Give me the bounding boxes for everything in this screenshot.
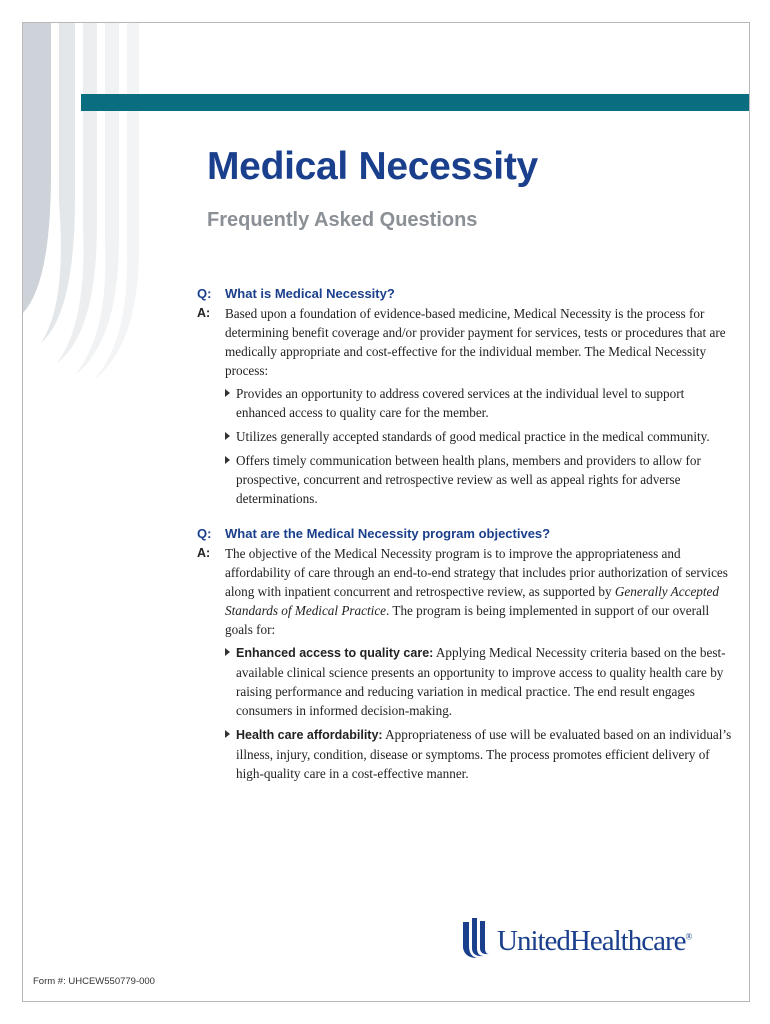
list-item: Health care affordability: Appropriateness of use will be evaluated based on an individual’s illness, injury, condition, disease or symptoms. The process promotes efficient delivery of high-quality care in a cost-effective manner. (225, 725, 737, 783)
logo-text: UnitedHealthcare® (497, 924, 692, 957)
brand-swoosh-decoration (23, 23, 183, 383)
answer-2-bullet-list (225, 643, 737, 783)
page-subtitle: Frequently Asked Questions (207, 209, 478, 231)
document-page (22, 22, 750, 1002)
bullet-arrow-icon (225, 389, 230, 397)
form-number: Form #: UHCEW550779-000 (33, 976, 155, 987)
unitedhealthcare-logo (461, 918, 691, 964)
question-text: What are the Medical Necessity program objectives? (225, 526, 551, 541)
answer-1-bullet-list (225, 384, 737, 508)
question-text: What is Medical Necessity? (225, 286, 395, 301)
question-2 (197, 526, 737, 541)
faq-section-2 (197, 526, 737, 788)
answer-1 (197, 304, 737, 380)
list-item: Offers timely communication between health plans, members and providers to allow for prospective, concurrent and retrospective review as well as appeal rights for adverse determinations. (225, 451, 737, 508)
answer-text: The objective of the Medical Necessity program is to improve the appropriateness and affordability of care through an end-to-end strategy that includes prior authorization of services along with inpatient concurrent and retrospective review, as supported by Generally Accepted Standards of Medical Practice. The program is being implemented in support of our overall goals for: (225, 546, 728, 637)
answer-label: A: (197, 546, 211, 560)
page-title: Medical Necessity (207, 145, 538, 188)
answer-label: A: (197, 306, 211, 320)
bullet-arrow-icon (225, 648, 230, 656)
faq-section-1 (197, 286, 737, 513)
bullet-arrow-icon (225, 456, 230, 464)
question-1 (197, 286, 737, 301)
brand-u-mark-icon (461, 918, 491, 964)
bullet-arrow-icon (225, 432, 230, 440)
question-label: Q: (197, 286, 212, 301)
header-band (81, 94, 749, 111)
list-item: Enhanced access to quality care: Applying Medical Necessity criteria based on the best-available clinical science presents an opportunity to improve access to quality health care by raising performance and reducing variation in medical practice. The end result engages consumers in informed decision-making. (225, 643, 737, 720)
list-item: Utilizes generally accepted standards of good medical practice in the medical community. (225, 427, 737, 446)
answer-text: Based upon a foundation of evidence-based medicine, Medical Necessity is the process for determining benefit coverage and/or provider payment for services, tests or procedures that are medically appropriate and cost-effective for the individual member. The Medical Necessity process: (225, 306, 726, 378)
bullet-arrow-icon (225, 730, 230, 738)
italic-reference: Generally Accepted Standards of Medical Practice (225, 584, 719, 618)
list-item: Provides an opportunity to address covered services at the individual level to support enhanced access to quality care for the member. (225, 384, 737, 422)
question-label: Q: (197, 526, 212, 541)
answer-2 (197, 544, 737, 639)
